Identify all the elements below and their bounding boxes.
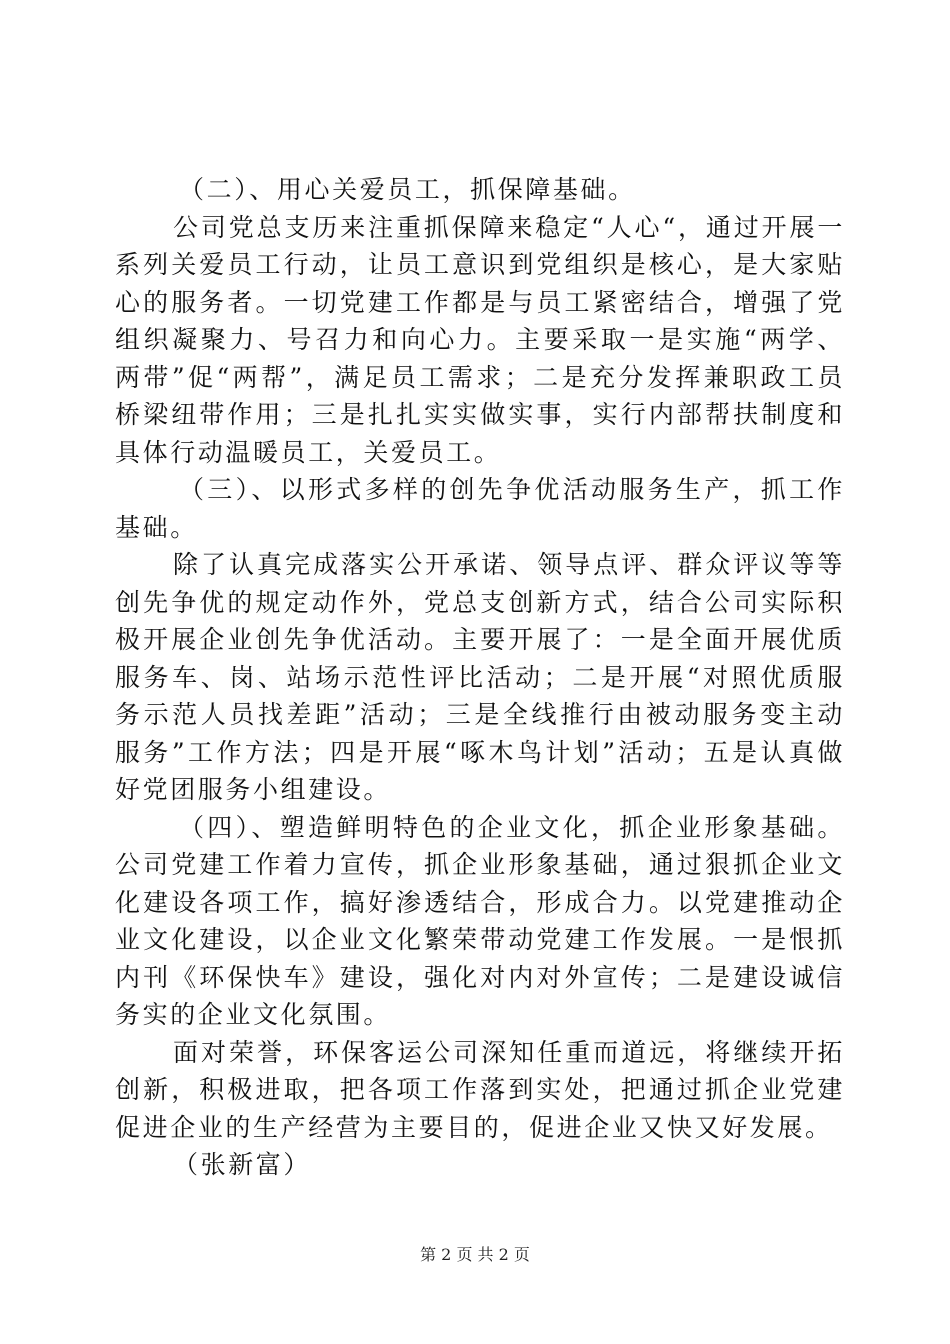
section-heading-two: （二）、用心关爱员工，抓保障基础。 [179,175,636,204]
section-heading-three: （三）、以形式多样的创先争优活动服务生产，抓工作基础。 [115,475,845,542]
paragraph-care-for-employees: 公司党总支历来注重抓保障来稳定“人心“，通过开展一系列关爱员工行动，让员工意识到党组织是核心，是大家贴心的服务者。一切党建工作都是与员工紧密结合，增强了党组织凝聚力、号召力和向心力。主要采取一是实施“两学、两带”促“两帮”，满足员工需求；二是充分发挥兼职政工员桥梁纽带作用；三是扎扎实实做实事，实行内部帮扶制度和具体行动温暖员工，关爱员工。 [115,212,845,467]
author-signature: （张新富） [173,1150,312,1179]
section-heading-four: （四）、塑造鲜明特色的企业文化，抓企业形象基础。公司党建工作着力宣传，抓企业形象基础，通过狠抓企业文化建设各项工作，搞好渗透结合，形成合力。以党建推动企业文化建设，以企业文化繁荣带动党建工作发展。一是恨抓内刊《环保快车》建设，强化对内对外宣传；二是建设诚信务实的企业文化氛围。 [115,812,845,1029]
page-number-footer: 第 2 页 共 2 页 [420,1245,530,1264]
paragraph-conclusion: 面对荣誉，环保客运公司深知任重而道远，将继续开拓创新，积极进取，把各项工作落到实处，把通过抓企业党建促进企业的生产经营为主要目的，促进企业又快又好发展。 [115,1037,845,1142]
paragraph-excellence-activities: 除了认真完成落实公开承诺、领导点评、群众评议等等创先争优的规定动作外，党总支创新方式，结合公司实际积极开展企业创先争优活动。主要开展了：一是全面开展优质服务车、岗、站场示范性评比活动；二是开展“对照优质服务示范人员找差距”活动；三是全线推行由被动服务变主动服务”工作方法；四是开展“啄木鸟计划”活动；五是认真做好党团服务小组建设。 [115,550,845,804]
document-body [115,171,845,1184]
